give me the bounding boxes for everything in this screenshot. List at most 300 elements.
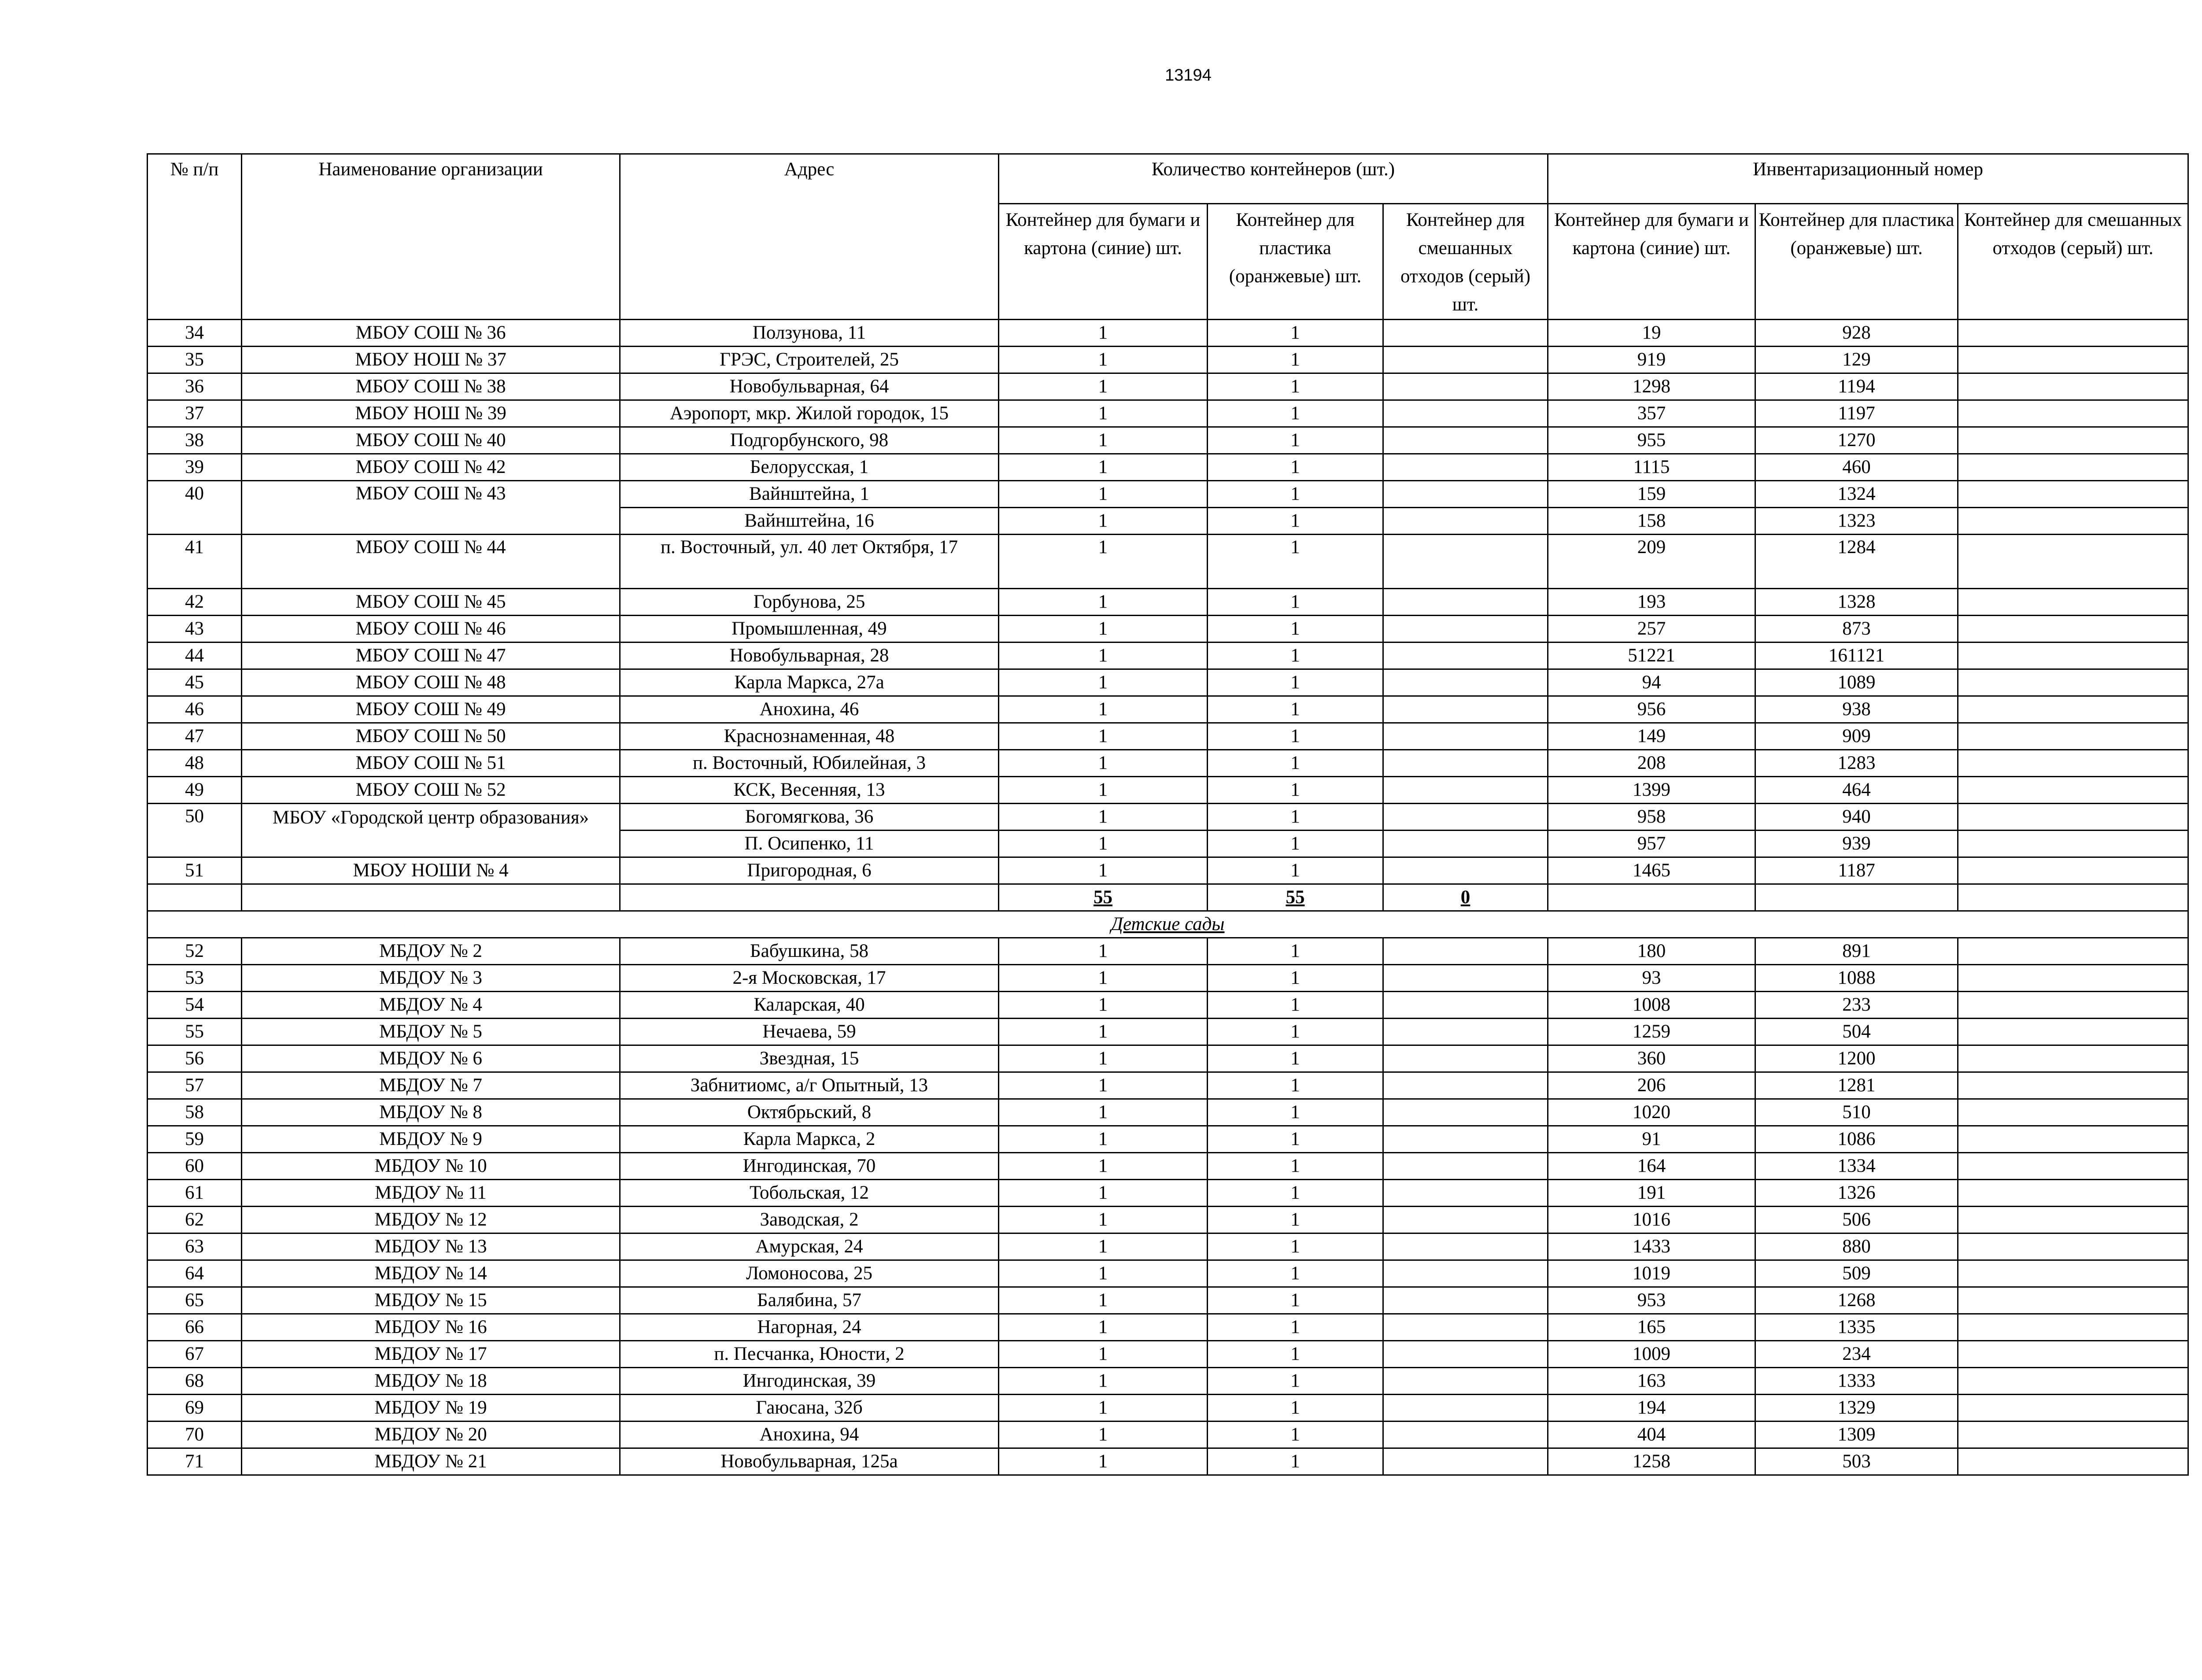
row-count-mixed	[1383, 804, 1548, 831]
row-count-mixed	[1383, 481, 1548, 508]
row-count-mixed	[1383, 750, 1548, 777]
row-address: Балябина, 57	[620, 1287, 999, 1314]
row-num: 68	[148, 1368, 242, 1395]
col-header-inv-paper: Контейнер для бумаги и картона (синие) шт.	[1548, 204, 1755, 320]
row-count-plastic: 1	[1208, 642, 1383, 669]
row-count-mixed	[1383, 1422, 1548, 1448]
row-count-plastic: 1	[1208, 750, 1383, 777]
row-count-plastic: 1	[1208, 938, 1383, 965]
row-inv-paper: 1008	[1548, 992, 1755, 1019]
row-count-plastic: 1	[1208, 1019, 1383, 1045]
row-inv-paper: 1465	[1548, 857, 1755, 884]
row-num: 62	[148, 1207, 242, 1233]
row-inv-paper: 1298	[1548, 373, 1755, 400]
row-inv-plastic: 1284	[1755, 535, 1958, 589]
table-row	[148, 1099, 2188, 1126]
row-inv-plastic: 1309	[1755, 1422, 1958, 1448]
row-count-plastic: 1	[1208, 1072, 1383, 1099]
row-num: 65	[148, 1287, 242, 1314]
col-group-count: Количество контейнеров (шт.)	[999, 154, 1548, 204]
row-inv-mixed	[1958, 1368, 2188, 1395]
row-inv-plastic: 938	[1755, 696, 1958, 723]
row-org: МБОУ СОШ № 40	[242, 427, 620, 454]
row-inv-mixed	[1958, 1153, 2188, 1180]
row-count-mixed	[1383, 589, 1548, 616]
row-address: Бабушкина, 58	[620, 938, 999, 965]
row-count-mixed	[1383, 642, 1548, 669]
row-inv-mixed	[1958, 723, 2188, 750]
row-num: 37	[148, 400, 242, 427]
row-count-paper: 1	[999, 777, 1208, 804]
row-count-paper: 1	[999, 427, 1208, 454]
row-num: 49	[148, 777, 242, 804]
row-inv-plastic: 510	[1755, 1099, 1958, 1126]
row-num: 51	[148, 857, 242, 884]
row-num: 47	[148, 723, 242, 750]
row-num: 69	[148, 1395, 242, 1422]
table-row	[148, 1045, 2188, 1072]
row-num: 61	[148, 1180, 242, 1207]
row-address: п. Восточный, Юбилейная, 3	[620, 750, 999, 777]
row-inv-paper: 51221	[1548, 642, 1755, 669]
row-inv-plastic: 1187	[1755, 857, 1958, 884]
row-org: МБДОУ № 18	[242, 1368, 620, 1395]
row-address: ГРЭС, Строителей, 25	[620, 347, 999, 373]
table-row	[148, 400, 2188, 427]
table-row	[148, 777, 2188, 804]
row-count-plastic: 1	[1208, 400, 1383, 427]
row-org: МБОУ «Городской центр образования»	[242, 804, 620, 857]
row-address: Белорусская, 1	[620, 454, 999, 481]
row-count-paper: 1	[999, 1314, 1208, 1341]
row-inv-mixed	[1958, 965, 2188, 992]
total-count-plastic: 55	[1208, 884, 1383, 911]
row-count-paper: 1	[999, 1422, 1208, 1448]
row-inv-paper: 955	[1548, 427, 1755, 454]
empty-cell	[1548, 884, 1755, 911]
row-inv-paper: 180	[1548, 938, 1755, 965]
page-number: 13194	[1165, 66, 1212, 85]
row-count-plastic: 1	[1208, 723, 1383, 750]
row-address: Заводская, 2	[620, 1207, 999, 1233]
row-inv-mixed	[1958, 1099, 2188, 1126]
row-address: Вайнштейна, 16	[620, 508, 999, 535]
table-row	[148, 616, 2188, 642]
row-org: МБОУ СОШ № 38	[242, 373, 620, 400]
row-count-plastic: 1	[1208, 1422, 1383, 1448]
row-inv-paper: 164	[1548, 1153, 1755, 1180]
table-row	[148, 696, 2188, 723]
row-inv-mixed	[1958, 669, 2188, 696]
row-inv-paper: 19	[1548, 320, 1755, 347]
row-address: П. Осипенко, 11	[620, 831, 999, 857]
row-num: 38	[148, 427, 242, 454]
row-inv-plastic: 1270	[1755, 427, 1958, 454]
row-org: МБОУ СОШ № 44	[242, 535, 620, 589]
row-count-mixed	[1383, 1099, 1548, 1126]
row-count-mixed	[1383, 535, 1548, 589]
row-count-plastic: 1	[1208, 320, 1383, 347]
row-inv-paper: 957	[1548, 831, 1755, 857]
row-num: 64	[148, 1260, 242, 1287]
row-inv-mixed	[1958, 427, 2188, 454]
row-inv-paper: 958	[1548, 804, 1755, 831]
row-address: 2-я Московская, 17	[620, 965, 999, 992]
row-address: Карла Маркса, 27а	[620, 669, 999, 696]
row-inv-paper: 163	[1548, 1368, 1755, 1395]
row-inv-plastic: 504	[1755, 1019, 1958, 1045]
row-count-plastic: 1	[1208, 857, 1383, 884]
row-count-paper: 1	[999, 400, 1208, 427]
row-num: 63	[148, 1233, 242, 1260]
row-count-mixed	[1383, 831, 1548, 857]
row-count-plastic: 1	[1208, 1287, 1383, 1314]
row-inv-plastic: 503	[1755, 1448, 1958, 1475]
row-address: п. Восточный, ул. 40 лет Октября, 17	[620, 535, 999, 589]
row-address: Краснознаменная, 48	[620, 723, 999, 750]
row-org: МБДОУ № 17	[242, 1341, 620, 1368]
row-inv-mixed	[1958, 831, 2188, 857]
row-inv-mixed	[1958, 1341, 2188, 1368]
row-count-paper: 1	[999, 831, 1208, 857]
row-count-paper: 1	[999, 454, 1208, 481]
row-inv-paper: 208	[1548, 750, 1755, 777]
row-inv-paper: 956	[1548, 696, 1755, 723]
row-inv-plastic: 234	[1755, 1341, 1958, 1368]
row-count-plastic: 1	[1208, 1180, 1383, 1207]
row-inv-plastic: 891	[1755, 938, 1958, 965]
row-count-mixed	[1383, 1368, 1548, 1395]
row-inv-mixed	[1958, 320, 2188, 347]
row-count-mixed	[1383, 723, 1548, 750]
table-row	[148, 1153, 2188, 1180]
row-org: МБОУ СОШ № 46	[242, 616, 620, 642]
row-inv-plastic: 233	[1755, 992, 1958, 1019]
row-inv-mixed	[1958, 1287, 2188, 1314]
table-row	[148, 723, 2188, 750]
row-org: МБДОУ № 12	[242, 1207, 620, 1233]
row-inv-mixed	[1958, 857, 2188, 884]
row-count-mixed	[1383, 965, 1548, 992]
table-row	[148, 1341, 2188, 1368]
row-count-plastic: 1	[1208, 669, 1383, 696]
row-org: МБОУ СОШ № 51	[242, 750, 620, 777]
row-count-paper: 1	[999, 1099, 1208, 1126]
row-org: МБДОУ № 5	[242, 1019, 620, 1045]
table-row	[148, 1072, 2188, 1099]
row-count-paper: 1	[999, 857, 1208, 884]
row-num: 55	[148, 1019, 242, 1045]
containers-table	[147, 153, 2189, 1476]
row-inv-mixed	[1958, 992, 2188, 1019]
row-num: 46	[148, 696, 242, 723]
row-inv-mixed	[1958, 589, 2188, 616]
row-inv-plastic: 509	[1755, 1260, 1958, 1287]
col-header-org: Наименование организации	[242, 154, 620, 320]
row-inv-mixed	[1958, 1260, 2188, 1287]
table-row	[148, 1207, 2188, 1233]
row-inv-paper: 194	[1548, 1395, 1755, 1422]
row-inv-plastic: 1324	[1755, 481, 1958, 508]
row-inv-mixed	[1958, 373, 2188, 400]
row-inv-plastic: 1326	[1755, 1180, 1958, 1207]
total-count-paper: 55	[999, 884, 1208, 911]
table-row	[148, 669, 2188, 696]
row-inv-plastic: 1334	[1755, 1153, 1958, 1180]
empty-cell	[1755, 884, 1958, 911]
row-inv-plastic: 460	[1755, 454, 1958, 481]
row-inv-mixed	[1958, 1314, 2188, 1341]
row-inv-mixed	[1958, 1233, 2188, 1260]
row-count-plastic: 1	[1208, 1260, 1383, 1287]
row-count-mixed	[1383, 1341, 1548, 1368]
row-org: МБОУ СОШ № 48	[242, 669, 620, 696]
row-org: МБДОУ № 4	[242, 992, 620, 1019]
row-inv-paper: 357	[1548, 400, 1755, 427]
row-count-plastic: 1	[1208, 777, 1383, 804]
row-inv-mixed	[1958, 777, 2188, 804]
row-address: Забнитиомс, а/г Опытный, 13	[620, 1072, 999, 1099]
row-org: МБДОУ № 15	[242, 1287, 620, 1314]
row-inv-paper: 1259	[1548, 1019, 1755, 1045]
row-address: Нечаева, 59	[620, 1019, 999, 1045]
row-address: Анохина, 94	[620, 1422, 999, 1448]
row-num: 70	[148, 1422, 242, 1448]
row-inv-mixed	[1958, 1207, 2188, 1233]
row-address: Новобульварная, 64	[620, 373, 999, 400]
row-count-paper: 1	[999, 347, 1208, 373]
row-address: Новобульварная, 125а	[620, 1448, 999, 1475]
row-org: МБОУ СОШ № 47	[242, 642, 620, 669]
row-inv-mixed	[1958, 1126, 2188, 1153]
col-header-count-plastic: Контейнер для пластика (оранжевые) шт.	[1208, 204, 1383, 320]
row-count-paper: 1	[999, 616, 1208, 642]
row-num: 67	[148, 1341, 242, 1368]
row-count-mixed	[1383, 1395, 1548, 1422]
row-inv-mixed	[1958, 1395, 2188, 1422]
row-count-mixed	[1383, 1260, 1548, 1287]
col-header-num: № п/п	[148, 154, 242, 320]
row-count-paper: 1	[999, 965, 1208, 992]
row-count-paper: 1	[999, 320, 1208, 347]
row-org: МБОУ СОШ № 43	[242, 481, 620, 535]
row-count-plastic: 1	[1208, 696, 1383, 723]
table-row	[148, 1180, 2188, 1207]
row-address: Промышленная, 49	[620, 616, 999, 642]
row-address: Вайнштейна, 1	[620, 481, 999, 508]
row-address: Карла Маркса, 2	[620, 1126, 999, 1153]
row-inv-plastic: 939	[1755, 831, 1958, 857]
row-count-mixed	[1383, 1153, 1548, 1180]
row-count-paper: 1	[999, 992, 1208, 1019]
row-count-plastic: 1	[1208, 1368, 1383, 1395]
table-row	[148, 373, 2188, 400]
row-count-paper: 1	[999, 1072, 1208, 1099]
row-num: 57	[148, 1072, 242, 1099]
row-count-mixed	[1383, 1448, 1548, 1475]
row-count-mixed	[1383, 320, 1548, 347]
row-org: МБОУ НОШ № 37	[242, 347, 620, 373]
row-inv-plastic: 1197	[1755, 400, 1958, 427]
row-inv-mixed	[1958, 1045, 2188, 1072]
row-count-mixed	[1383, 857, 1548, 884]
table-row	[148, 1260, 2188, 1287]
row-num: 34	[148, 320, 242, 347]
row-address: Подгорбунского, 98	[620, 427, 999, 454]
row-org: МБОУ СОШ № 36	[242, 320, 620, 347]
row-count-paper: 1	[999, 1368, 1208, 1395]
row-num: 43	[148, 616, 242, 642]
row-count-mixed	[1383, 373, 1548, 400]
row-count-plastic: 1	[1208, 373, 1383, 400]
row-count-paper: 1	[999, 1260, 1208, 1287]
row-org: МБДОУ № 21	[242, 1448, 620, 1475]
row-count-mixed	[1383, 400, 1548, 427]
empty-cell	[1958, 884, 2188, 911]
row-count-paper: 1	[999, 1341, 1208, 1368]
row-org: МБОУ НОШ № 39	[242, 400, 620, 427]
row-org: МБДОУ № 20	[242, 1422, 620, 1448]
row-org: МБОУ СОШ № 52	[242, 777, 620, 804]
row-org: МБДОУ № 3	[242, 965, 620, 992]
row-inv-mixed	[1958, 696, 2188, 723]
row-inv-plastic: 1283	[1755, 750, 1958, 777]
row-org: МБДОУ № 10	[242, 1153, 620, 1180]
row-inv-plastic: 928	[1755, 320, 1958, 347]
row-inv-paper: 93	[1548, 965, 1755, 992]
row-num: 45	[148, 669, 242, 696]
table-row	[148, 1287, 2188, 1314]
row-count-plastic: 1	[1208, 1207, 1383, 1233]
row-inv-paper: 1258	[1548, 1448, 1755, 1475]
row-num: 59	[148, 1126, 242, 1153]
row-inv-plastic: 1086	[1755, 1126, 1958, 1153]
row-count-paper: 1	[999, 481, 1208, 508]
row-inv-plastic: 1323	[1755, 508, 1958, 535]
row-count-paper: 1	[999, 373, 1208, 400]
table-row	[148, 1019, 2188, 1045]
row-inv-plastic: 1281	[1755, 1072, 1958, 1099]
row-inv-paper: 1020	[1548, 1099, 1755, 1126]
row-count-mixed	[1383, 669, 1548, 696]
row-count-paper: 1	[999, 642, 1208, 669]
row-inv-paper: 404	[1548, 1422, 1755, 1448]
row-count-plastic: 1	[1208, 454, 1383, 481]
row-inv-paper: 94	[1548, 669, 1755, 696]
section-row	[148, 911, 2188, 938]
row-num: 48	[148, 750, 242, 777]
row-count-mixed	[1383, 1045, 1548, 1072]
row-inv-plastic: 1268	[1755, 1287, 1958, 1314]
table-row	[148, 535, 2188, 589]
row-count-plastic: 1	[1208, 1448, 1383, 1475]
col-header-inv-plastic: Контейнер для пластика (оранжевые) шт.	[1755, 204, 1958, 320]
row-address: Ингодинская, 39	[620, 1368, 999, 1395]
row-num: 58	[148, 1099, 242, 1126]
row-org: МБОУ СОШ № 50	[242, 723, 620, 750]
row-address: Пригородная, 6	[620, 857, 999, 884]
row-num: 60	[148, 1153, 242, 1180]
table-row	[148, 1314, 2188, 1341]
row-address: Ингодинская, 70	[620, 1153, 999, 1180]
empty-cell	[242, 884, 620, 911]
row-count-plastic: 1	[1208, 589, 1383, 616]
row-count-plastic: 1	[1208, 1126, 1383, 1153]
row-num: 36	[148, 373, 242, 400]
row-org: МБДОУ № 19	[242, 1395, 620, 1422]
table-row	[148, 1395, 2188, 1422]
row-count-plastic: 1	[1208, 616, 1383, 642]
row-org: МБОУ СОШ № 45	[242, 589, 620, 616]
row-inv-plastic: 909	[1755, 723, 1958, 750]
row-org: МБДОУ № 7	[242, 1072, 620, 1099]
table-row	[148, 589, 2188, 616]
row-inv-plastic: 506	[1755, 1207, 1958, 1233]
table-row	[148, 1368, 2188, 1395]
row-num: 66	[148, 1314, 242, 1341]
total-count-mixed: 0	[1383, 884, 1548, 911]
table-row	[148, 1448, 2188, 1475]
table-row	[148, 427, 2188, 454]
row-inv-plastic: 1200	[1755, 1045, 1958, 1072]
row-inv-paper: 1115	[1548, 454, 1755, 481]
row-count-paper: 1	[999, 669, 1208, 696]
table-row	[148, 454, 2188, 481]
row-num: 44	[148, 642, 242, 669]
table-row	[148, 481, 2188, 508]
row-inv-plastic: 1088	[1755, 965, 1958, 992]
row-count-mixed	[1383, 454, 1548, 481]
row-inv-mixed	[1958, 1180, 2188, 1207]
row-count-mixed	[1383, 1019, 1548, 1045]
row-num: 41	[148, 535, 242, 589]
row-org: МБДОУ № 14	[242, 1260, 620, 1287]
row-org: МБДОУ № 11	[242, 1180, 620, 1207]
table-row	[148, 804, 2188, 831]
row-num: 54	[148, 992, 242, 1019]
row-count-mixed	[1383, 616, 1548, 642]
row-count-plastic: 1	[1208, 1045, 1383, 1072]
row-count-mixed	[1383, 1233, 1548, 1260]
row-inv-plastic: 940	[1755, 804, 1958, 831]
row-inv-mixed	[1958, 750, 2188, 777]
row-org: МБДОУ № 13	[242, 1233, 620, 1260]
row-inv-plastic: 1333	[1755, 1368, 1958, 1395]
row-count-paper: 1	[999, 1126, 1208, 1153]
row-address: Нагорная, 24	[620, 1314, 999, 1341]
row-count-plastic: 1	[1208, 1099, 1383, 1126]
row-num: 42	[148, 589, 242, 616]
row-inv-mixed	[1958, 616, 2188, 642]
row-num: 40	[148, 481, 242, 535]
row-org: МБДОУ № 8	[242, 1099, 620, 1126]
row-count-plastic: 1	[1208, 992, 1383, 1019]
row-inv-mixed	[1958, 804, 2188, 831]
row-count-mixed	[1383, 1180, 1548, 1207]
row-inv-paper: 1009	[1548, 1341, 1755, 1368]
row-address: Богомягкова, 36	[620, 804, 999, 831]
row-inv-mixed	[1958, 347, 2188, 373]
row-num: 71	[148, 1448, 242, 1475]
row-count-mixed	[1383, 938, 1548, 965]
row-inv-plastic: 1194	[1755, 373, 1958, 400]
row-inv-paper: 257	[1548, 616, 1755, 642]
row-inv-plastic: 464	[1755, 777, 1958, 804]
row-count-paper: 1	[999, 696, 1208, 723]
row-inv-mixed	[1958, 1448, 2188, 1475]
empty-cell	[148, 884, 242, 911]
row-count-mixed	[1383, 347, 1548, 373]
